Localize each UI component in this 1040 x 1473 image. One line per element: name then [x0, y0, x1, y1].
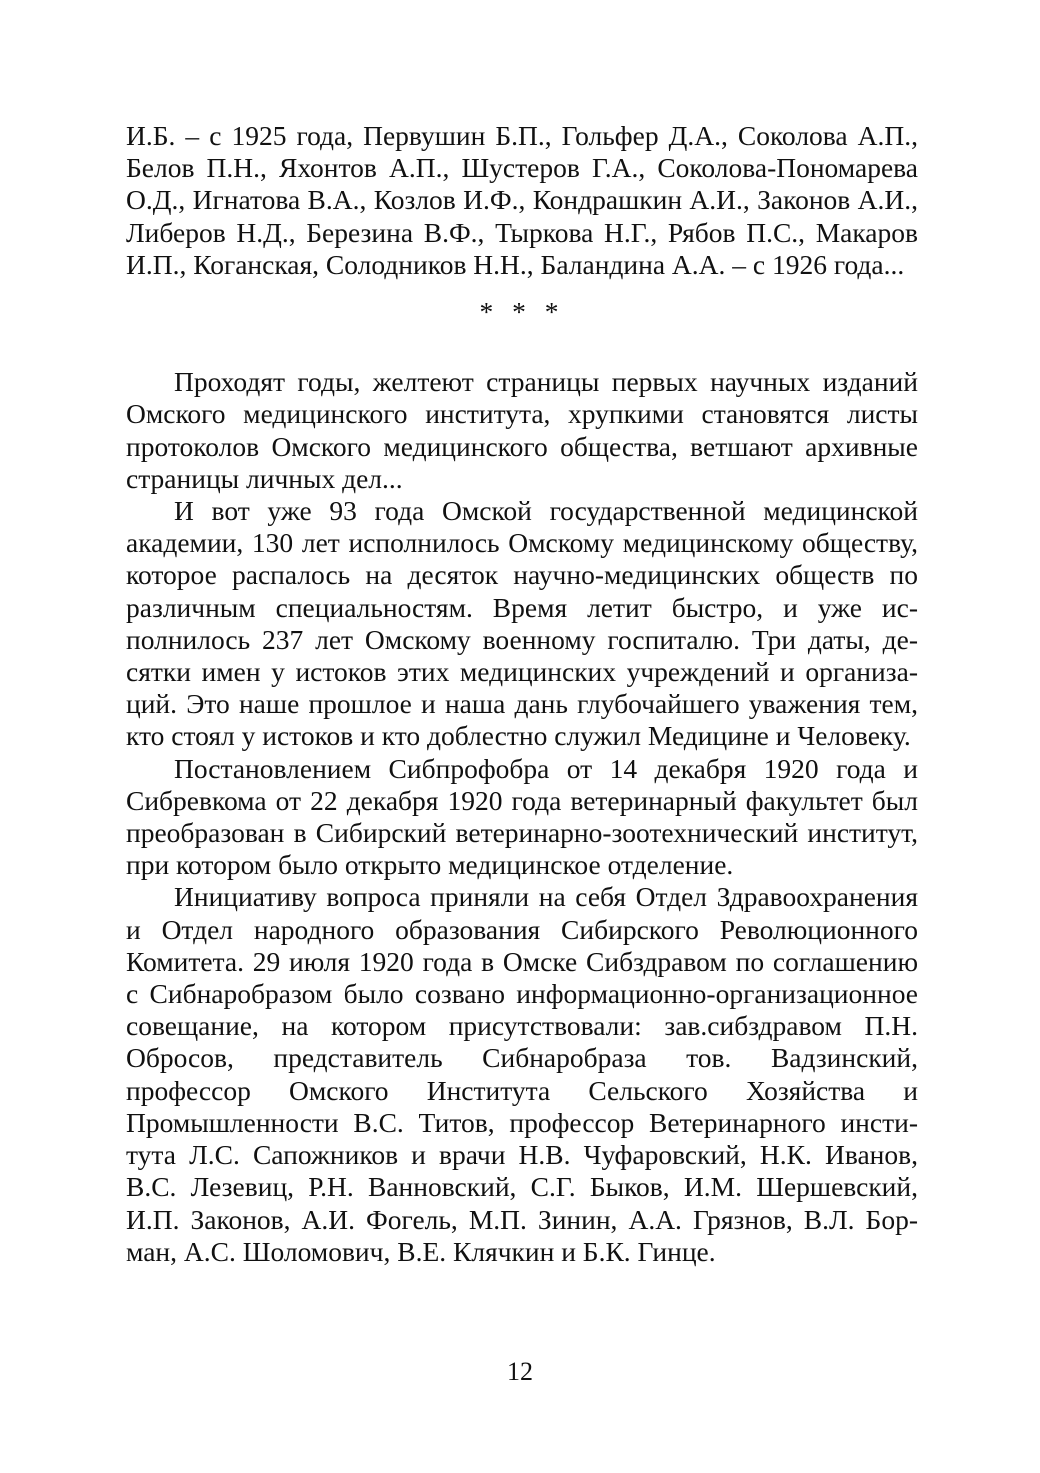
paragraph-2: И вот уже 93 года Омской государственной медицинской академии, 130 лет исполнилось Омскому медицинскому обществу, которое распалось на десяток научно-медицинских обществ по различным специальностям. Время летит быстро, и уже исполнилось 237 лет Омскому военному госпиталю. Три даты, десятки имен у истоков этих медицинских учреждений и организаций. Это наше прошлое и наша дань глубочайшего уважения тем, кто стоял у истоков и кто доблестно служил Медицине и Человеку. [126, 495, 918, 752]
paragraph-continued: И.Б. – с 1925 года, Первушин Б.П., Гольфер Д.А., Соколова А.П., Белов П.Н., Яхонтов А.П., Шустеров Г.А., Соколова-Пономарева О.Д., Игнатова В.А., Козлов И.Ф., Кондрашкин А.И., Законов А.И., Либеров Н.Д., Березина В.Ф., Тыркова Н.Г., Рябов П.С., Макаров И.П., Коганская, Солодников Н.Н., Баландина А.А. – с 1926 года... [126, 120, 918, 280]
paragraph-4: Инициативу вопроса приняли на себя Отдел Здравоохранения и Отдел народного образования Сибирского Революционного Комитета. 29 июля 1920 года в Омске Сибздравом по соглашению с Сибнаробразом было созвано информационно-организационное совещание, на котором присутствовали: зав.сибздравом П.Н. Обросов, представитель Сибнаробраза тов. Вадзинский, профессор Омского Института Сельского Хозяйства и Промышленности В.С. Титов, профессор Ветеринарного института Л.С. Сапожников и врачи Н.В. Чуфаровский, Н.К. Иванов, В.С. Лезевиц, Р.Н. Ванновский, С.Г. Быков, И.М. Шершевский, И.П. Законов, А.И. Фогель, М.П. Зинин, А.А. Грязнов, В.Л. Борман, А.С. Шоломович, В.Е. Клячкин и Б.К. Гинце. [126, 881, 918, 1267]
paragraph-1: Проходят годы, желтеют страницы первых научных изданий Омского медицинского института, хрупкими становятся листы протоколов Омского медицинского общества, ветшают архивные страницы личных дел... [126, 366, 918, 494]
page-number: 12 [507, 1357, 533, 1386]
section-separator: * * * [479, 296, 565, 328]
paragraph-3: Постановлением Сибпрофобра от 14 декабря 1920 года и Сибревкома от 22 декабря 1920 года ветеринарный факультет был преобразован в Сибирский ветеринарно-зоотехнический институт, при котором было открыто медицинское отделение. [126, 752, 918, 881]
page-body [126, 120, 918, 1268]
